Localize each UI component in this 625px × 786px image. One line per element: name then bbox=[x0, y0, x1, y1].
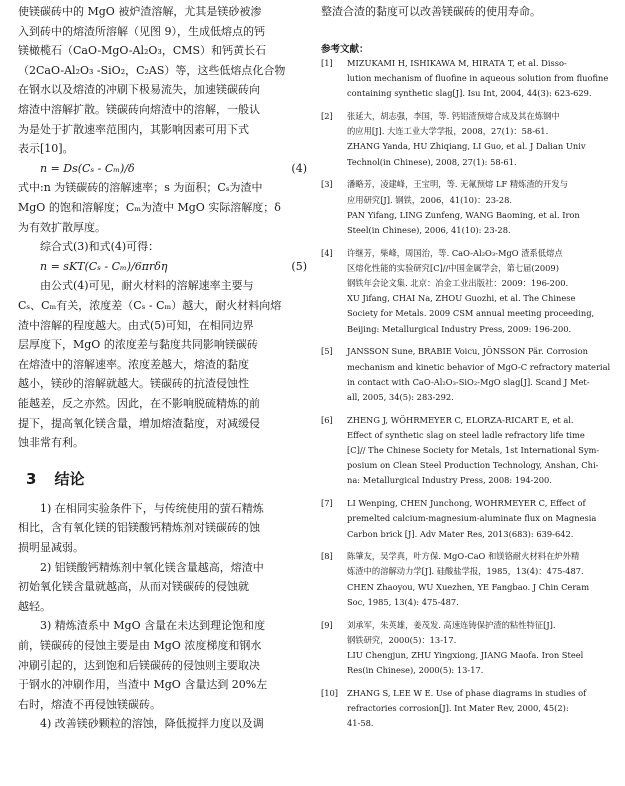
reference-line: 刘承军，朱英雄，姜茂发. 高速连铸保护渣的粘性特征[J]. bbox=[347, 619, 556, 630]
reference-line: [C]// The Chinese Society for Metals, 1st International Sym- bbox=[347, 445, 600, 456]
reference-number: [5] bbox=[321, 346, 333, 357]
reference-number: [1] bbox=[321, 58, 333, 68]
reference-number: [3] bbox=[321, 179, 333, 190]
body-line: 镁橄榄石（CaO-MgO-Al₂O₃，CMS）和钙黄长石 bbox=[18, 44, 267, 58]
reference-line: 陈肇友，吴学真，叶方保. MgO-CaO 和镁铬耐火材料在炉外精 bbox=[347, 551, 580, 562]
reference-line: 炼渣中的溶解动力学[J]. 硅酸盐学报，1985，13(4)：475-487. bbox=[347, 566, 584, 577]
equation-4-formula: n = Ds(Cₛ - Cₘ)/δ bbox=[40, 161, 135, 175]
reference-line: 潘略芳，凌建峰，王宝明，等. 无氟预熔 LF 精炼渣的开发与 bbox=[347, 179, 568, 190]
conclusion-line: 于钢水的冲刷作用，当渣中 MgO 含量达到 20%左 bbox=[18, 678, 268, 692]
reference-line: premelted calcium-magnesium-aluminate flux on Magnesia bbox=[347, 513, 597, 524]
conclusion-line: 前，镁碳砖的侵蚀主要是由 MgO 浓度梯度和钢水 bbox=[18, 639, 262, 652]
body-line: 综合式(3)和式(4)可得： bbox=[40, 240, 160, 254]
reference-line: ZHENG J, WÖHRMEYER C, ELORZA-RICART E, et al. bbox=[347, 414, 574, 425]
reference-line: 许继芳，柴峰，周国治，等. CaO-Al₂O₃-MgO 渣系低熔点 bbox=[347, 247, 563, 258]
reference-number: [7] bbox=[321, 498, 333, 509]
reference-line: CHEN Zhaoyou, WU Xuezhen, YE Fangbao. J Chin Ceram bbox=[347, 581, 590, 592]
reference-line: 钢铁年会论文集. 北京：冶金工业出版社：2009：196-200. bbox=[347, 278, 569, 289]
section-heading bbox=[26, 468, 102, 489]
equation-5-number: (5) bbox=[291, 259, 307, 273]
conclusion-line: 4) 改善镁砂颗粒的溶蚀，降低搅拌力度以及调 bbox=[40, 717, 264, 731]
references-heading: 参考文献： bbox=[321, 44, 369, 55]
body-line: 为是处于扩散速率范围内，其影响因素可用下式 bbox=[18, 122, 249, 136]
body-line: 层厚度下，MgO 的浓度差与黏度共同影响镁碳砖 bbox=[18, 338, 258, 352]
body-line: 整渣合渣的黏度可以改善镁碳砖的使用寿命。 bbox=[321, 5, 541, 18]
reference-line: in contact with CaO-Al₂O₃-SiO₂-MgO slag[J]. Scand J Met- bbox=[347, 376, 590, 387]
reference-line: 钢铁研究，2000(5)：13-17. bbox=[347, 634, 457, 645]
reference-line: Effect of synthetic slag on steel ladle refractory life time bbox=[347, 429, 585, 440]
equation-5-formula: n = sKT(Cₛ - Cₘ)/6πrδη bbox=[40, 259, 168, 273]
body-line: 由公式(4)可见，耐火材料的溶解速率主要与 bbox=[40, 279, 254, 293]
reference-line: JANSSON Sune, BRABIE Voicu, JÖNSSON Pär. Corrosion bbox=[347, 346, 588, 357]
reference-line: mechanism and kinetic behavior of MgO-C refractory material bbox=[347, 361, 611, 372]
reference-number: [4] bbox=[321, 247, 333, 258]
reference-line: na: Metallurgical Industry Press, 2008: 194-200. bbox=[347, 475, 552, 486]
reference-line: 张延大，胡志强，李国，等. 钙铝渣预熔合成及其在炼钢中 bbox=[347, 111, 560, 122]
reference-line: refractories corrosion[J]. Int Mater Rev, 2000, 45(2): bbox=[347, 703, 569, 714]
body-line: 入到砖中的熔渣所溶解（见图 9），生成低熔点的钙 bbox=[18, 24, 265, 38]
reference-line: posium on Clean Steel Production Technology, Anshan, Chi- bbox=[347, 460, 599, 471]
body-line: 蚀非常有利。 bbox=[18, 436, 84, 450]
reference-line: Res(in Chinese), 2000(5): 13-17. bbox=[347, 665, 484, 676]
conclusion-line: 损明显减弱。 bbox=[18, 541, 84, 554]
reference-line: 的应用[J]. 大连工业大学学报，2008，27(1)：58-61. bbox=[347, 126, 549, 137]
reference-line: Technol(in Chinese), 2008, 27(1): 58-61. bbox=[347, 156, 517, 167]
body-line: 在熔渣中的溶解速率。浓度差越大，熔渣的黏度 bbox=[18, 357, 249, 371]
reference-number: [6] bbox=[321, 414, 333, 425]
reference-line: 应用研究[J]. 钢铁，2006，41(10)：23-28. bbox=[347, 194, 513, 205]
reference-line: Society for Metals. 2009 CSM annual meeting proceeding, bbox=[347, 308, 595, 319]
reference-line: Steel(in Chinese), 2006, 41(10): 23-28. bbox=[347, 224, 511, 235]
reference-line: MIZUKAMI H, ISHIKAWA M, HIRATA T, et al. Disso- bbox=[347, 58, 567, 68]
reference-line: lution mechanism of fluofine in aqueous solution from fluofine bbox=[347, 73, 609, 84]
reference-line: Carbon brick [J]. Adv Mater Res, 2013(683): 639-642. bbox=[347, 528, 574, 539]
conclusion-line: 冲刷引起的，达到饱和后镁碳砖的侵蚀则主要取决 bbox=[18, 658, 260, 672]
reference-line: PAN Yifang, LING Zunfeng, WANG Baoming, et al. Iron bbox=[347, 209, 580, 220]
body-line: 在钢水以及熔渣的冲刷下极易流失，加速镁碳砖向 bbox=[18, 83, 260, 97]
body-line: 能越差，反之亦然。因此，在不影响脱硫精炼的前 bbox=[18, 397, 260, 410]
reference-number: [2] bbox=[321, 111, 333, 122]
body-line: 越小，镁砂的溶解就越大。镁碳砖的抗渣侵蚀性 bbox=[18, 377, 249, 391]
reference-line: Soc, 1985, 13(4): 475-487. bbox=[347, 596, 459, 607]
equation-4-number: (4) bbox=[291, 161, 307, 175]
body-line: 表示[10]。 bbox=[18, 142, 74, 156]
body-line: 熔渣中溶解扩散。镁碳砖向熔渣中的溶解，一般认 bbox=[18, 103, 260, 116]
body-line: （2CaO-Al₂O₃ -SiO₂，C₂AS）等，这些低熔点化合物 bbox=[18, 63, 286, 77]
conclusion-line: 初始氧化镁含量就越高，从而对镁碳砖的侵蚀就 bbox=[18, 580, 249, 594]
reference-line: Beijing: Metallurgical Industry Press, 2009: 196-200. bbox=[347, 323, 572, 334]
reference-line: LI Wenping, CHEN Junchong, WOHRMEYER C, Effect of bbox=[347, 498, 586, 509]
body-line: 为有效扩散厚度。 bbox=[18, 220, 106, 234]
conclusion-line: 3) 精炼渣系中 MgO 含量在未达到理论饱和度 bbox=[40, 619, 266, 633]
reference-number: [8] bbox=[321, 551, 333, 562]
section-title: 结论 bbox=[54, 469, 85, 488]
body-line: Cₛ、Cₘ有关，浓度差（Cₛ - Cₘ）越大，耐火材料向熔 bbox=[18, 299, 282, 312]
conclusion-line: 1) 在相同实验条件下，与传统使用的萤石精炼 bbox=[40, 501, 264, 515]
reference-line: LIU Chengjun, ZHU Yingxiong, JIANG Maofa. Iron Steel bbox=[347, 649, 584, 660]
conclusion-line: 越轻。 bbox=[18, 599, 51, 613]
body-line: 式中:n 为镁碳砖的溶解速率；s 为面积；Cₛ为渣中 bbox=[18, 181, 263, 195]
reference-line: XU Jifang, CHAI Na, ZHOU Guozhi, et al. The Chinese bbox=[347, 293, 576, 304]
body-line: 渣中溶解的程度越大。由式(5)可知，在相同边界 bbox=[18, 318, 254, 332]
reference-line: 区熔化性能的实验研究[C]//中国金属学会，第七届(2009) bbox=[347, 262, 559, 273]
conclusion-line: 右时，熔渣不再侵蚀镁碳砖。 bbox=[18, 697, 161, 711]
reference-line: ZHANG S, LEE W E. Use of phase diagrams in studies of bbox=[347, 687, 587, 698]
reference-line: ZHANG Yanda, HU Zhiqiang, LI Guo, et al. J Dalian Univ bbox=[347, 141, 586, 152]
reference-number: [10] bbox=[321, 687, 339, 698]
reference-line: containing synthetic slag[J]. Isu Int, 2004, 44(3): 623-629. bbox=[347, 88, 592, 99]
section-number: 3 bbox=[26, 469, 37, 488]
reference-line: 41-58. bbox=[347, 718, 374, 729]
conclusion-line: 相比，含有氧化镁的铝镁酸钙精炼剂对镁碳砖的蚀 bbox=[18, 521, 260, 535]
conclusion-line: 2) 铝镁酸钙精炼剂中氧化镁含量越高，熔渣中 bbox=[40, 560, 264, 574]
reference-line: all, 2005, 34(5): 283-292. bbox=[347, 391, 454, 402]
body-line: 提下，提高氧化镁含量，增加熔渣黏度，对减缓侵 bbox=[18, 416, 260, 430]
body-line: MgO 的饱和溶解度；Cₘ为渣中 MgO 实际溶解度；δ bbox=[18, 201, 281, 214]
body-line: 使镁碳砖中的 MgO 被炉渣溶解，尤其是镁砂被渗 bbox=[18, 5, 262, 18]
reference-number: [9] bbox=[321, 619, 333, 630]
